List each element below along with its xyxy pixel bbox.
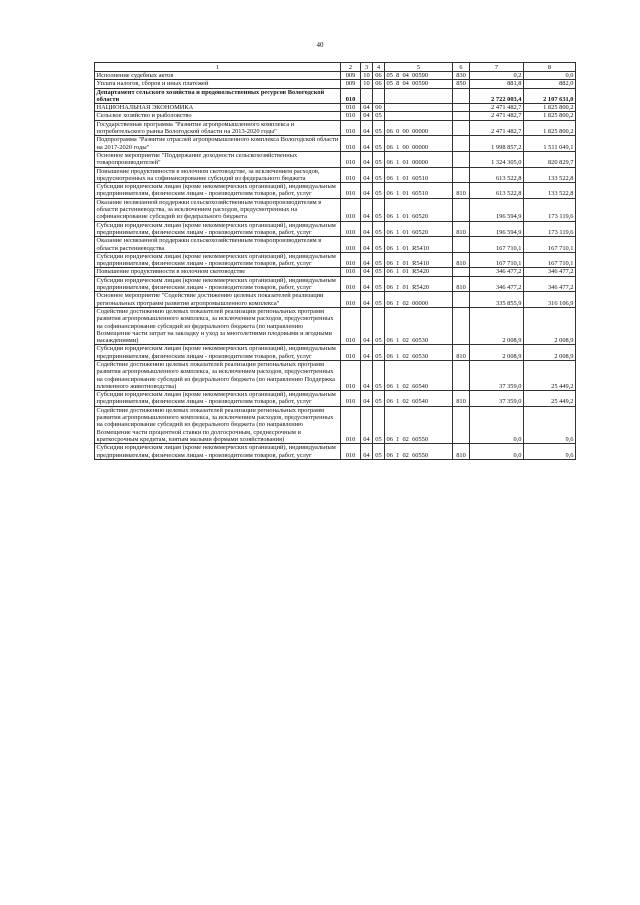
cell-section: 04 [361,151,373,167]
cell-target-article: 06 1 02 60550 [385,444,453,460]
cell-amount-2: 2 107 631,0 [524,88,576,104]
cell-target-article: 06 1 01 60520 [385,221,453,237]
cell-amount-1: 167 710,1 [470,252,524,268]
cell-target-article [385,88,453,104]
row-name: Оказание несвязанной поддержки сельскохозяйственным товаропроизводителям в области растениеводства, за исключением расходов, предусмотренных на софинансирование субсидий из федерального бюджета [95,198,341,221]
cell-gov: 010 [341,112,361,120]
cell-expense-type [453,360,470,390]
row-name: Содействие достижению целевых показателей реализации региональных программ развития агропромышленного комплекса, за исключением расходов, предусмотренных на софинансирование субсидий из федерального бюджета (по направлению Возмещение части процентной ставки по долгосрочным, среднесрочным и краткосрочным кредитам, взятым малыми формами хозяйствования) [95,406,341,443]
table-row [95,183,576,199]
cell-expense-type [453,104,470,112]
cell-gov: 010 [341,104,361,112]
cell-amount-1: 2 008,9 [470,345,524,361]
cell-gov: 010 [341,307,361,344]
cell-gov: 010 [341,391,361,407]
cell-amount-1: 346 477,2 [470,276,524,292]
cell-subsection: 05 [373,268,385,276]
cell-gov: 010 [341,136,361,152]
cell-expense-type: 810 [453,345,470,361]
cell-amount-2: 820 829,7 [524,151,576,167]
cell-amount-2: 167 710,1 [524,252,576,268]
row-name: Субсидии юридическим лицам (кроме некоммерческих организаций), индивидуальным предпринимателям, физическим лицам - производителям товаров, работ, услуг [95,345,341,361]
cell-subsection: 05 [373,360,385,390]
cell-target-article [385,104,453,112]
table-row [95,292,576,308]
cell-gov: 010 [341,198,361,221]
cell-expense-type [453,268,470,276]
table-row [95,345,576,361]
cell-target-article: 06 0 00 00000 [385,120,453,136]
cell-section: 04 [361,268,373,276]
table-row [95,88,576,104]
cell-expense-type [453,112,470,120]
cell-amount-2: 1 825 800,2 [524,112,576,120]
cell-amount-1: 0,0 [470,406,524,443]
cell-subsection: 05 [373,292,385,308]
cell-amount-2: 167 710,1 [524,237,576,253]
table-row [95,198,576,221]
cell-subsection: 05 [373,183,385,199]
cell-section: 04 [361,345,373,361]
cell-subsection: 05 [373,406,385,443]
row-name: Субсидии юридическим лицам (кроме некоммерческих организаций), индивидуальным предпринимателям, физическим лицам - производителям товаров, работ, услуг [95,183,341,199]
cell-gov: 010 [341,345,361,361]
cell-target-article: 06 1 01 00000 [385,151,453,167]
table-row [95,167,576,183]
cell-section: 04 [361,444,373,460]
table-row [95,151,576,167]
column-header: 3 [361,63,373,72]
cell-section: 04 [361,237,373,253]
cell-section: 04 [361,360,373,390]
cell-section: 10 [361,72,373,80]
cell-amount-1: 1 324 305,0 [470,151,524,167]
row-name: Исполнение судебных актов [95,72,341,80]
cell-gov: 010 [341,444,361,460]
cell-target-article: 06 1 01 60510 [385,167,453,183]
column-header: 1 [95,63,341,72]
table-row [95,120,576,136]
cell-target-article: 06 1 01 R5420 [385,268,453,276]
cell-gov: 010 [341,88,361,104]
row-name: Субсидии юридическим лицам (кроме некоммерческих организаций), индивидуальным предпринимателям, физическим лицам - производителям товаров, работ, услуг [95,221,341,237]
cell-expense-type [453,406,470,443]
cell-amount-2: 25 449,2 [524,360,576,390]
cell-amount-2: 173 119,6 [524,198,576,221]
table-row [95,72,576,80]
cell-expense-type [453,292,470,308]
table-row [95,104,576,112]
cell-amount-2: 316 106,9 [524,292,576,308]
cell-gov: 009 [341,72,361,80]
cell-section: 04 [361,167,373,183]
cell-subsection: 05 [373,276,385,292]
cell-subsection: 06 [373,80,385,88]
cell-expense-type: 810 [453,252,470,268]
cell-amount-2: 1 825 800,2 [524,120,576,136]
table-row [95,80,576,88]
row-name: Основное мероприятие "Содействие достижению целевых показателей реализации региональных программ развития агропромышленного комплекса" [95,292,341,308]
cell-expense-type: 850 [453,80,470,88]
row-name: Сельское хозяйство и рыболовство [95,112,341,120]
cell-amount-2: 346 477,2 [524,268,576,276]
cell-amount-1: 881,8 [470,80,524,88]
table-row [95,112,576,120]
column-header: 4 [373,63,385,72]
row-name: Основное мероприятие "Поддержание доходности сельскохозяйственных товаропроизводителей" [95,151,341,167]
cell-amount-1: 196 594,9 [470,198,524,221]
cell-section: 04 [361,221,373,237]
cell-expense-type: 810 [453,183,470,199]
cell-section: 04 [361,252,373,268]
table-row [95,252,576,268]
column-header: 7 [470,63,524,72]
cell-amount-1: 613 522,8 [470,167,524,183]
cell-amount-1: 2 722 003,4 [470,88,524,104]
cell-subsection: 00 [373,104,385,112]
cell-subsection: 05 [373,136,385,152]
cell-amount-1: 1 998 857,2 [470,136,524,152]
cell-amount-2: 2 008,9 [524,307,576,344]
cell-gov: 009 [341,80,361,88]
cell-amount-2: 133 522,8 [524,183,576,199]
cell-gov: 010 [341,276,361,292]
cell-expense-type [453,136,470,152]
cell-gov: 010 [341,120,361,136]
table-row [95,221,576,237]
cell-section: 04 [361,307,373,344]
table-row [95,276,576,292]
cell-section: 04 [361,112,373,120]
cell-amount-1: 2 471 482,7 [470,120,524,136]
cell-amount-1: 37 359,0 [470,360,524,390]
cell-expense-type [453,88,470,104]
table-row [95,406,576,443]
header-row [95,63,576,72]
cell-target-article: 06 1 02 60530 [385,307,453,344]
cell-gov: 010 [341,221,361,237]
cell-amount-1: 346 477,2 [470,268,524,276]
cell-section: 04 [361,183,373,199]
cell-expense-type: 830 [453,72,470,80]
row-name: Департамент сельского хозяйства и продовольственных ресурсов Вологодской области [95,88,341,104]
row-name: Субсидии юридическим лицам (кроме некоммерческих организаций), индивидуальным предпринимателям, физическим лицам - производителям товаров, работ, услуг [95,252,341,268]
cell-gov: 010 [341,167,361,183]
cell-subsection: 05 [373,221,385,237]
cell-subsection: 05 [373,167,385,183]
cell-gov: 010 [341,252,361,268]
table-row [95,307,576,344]
table-row [95,136,576,152]
cell-expense-type: 810 [453,221,470,237]
cell-amount-1: 335 855,9 [470,292,524,308]
cell-gov: 010 [341,292,361,308]
cell-target-article: 06 1 01 R5420 [385,276,453,292]
cell-gov: 010 [341,237,361,253]
cell-amount-1: 167 710,1 [470,237,524,253]
cell-subsection: 05 [373,120,385,136]
cell-target-article: 06 1 02 60540 [385,360,453,390]
cell-expense-type: 810 [453,391,470,407]
cell-section: 04 [361,120,373,136]
cell-amount-1: 2 008,9 [470,307,524,344]
cell-expense-type: 810 [453,444,470,460]
table-body [95,72,576,460]
cell-target-article: 05 8 04 00590 [385,72,453,80]
cell-section: 04 [361,104,373,112]
cell-gov: 010 [341,360,361,390]
cell-expense-type [453,167,470,183]
row-name: Содействие достижению целевых показателей реализации региональных программ развития агропромышленного комплекса, за исключением расходов, предусмотренных на софинансирование субсидий из федерального бюджета (по направлению Возмещение части затрат на закладку и уход за многолетними плодовыми и ягодными насаждениями) [95,307,341,344]
table-row [95,237,576,253]
cell-section: 04 [361,406,373,443]
row-name: Субсидии юридическим лицам (кроме некоммерческих организаций), индивидуальным предпринимателям, физическим лицам - производителям товаров, работ, услуг [95,276,341,292]
cell-section: 04 [361,198,373,221]
cell-subsection: 05 [373,237,385,253]
cell-target-article: 06 1 01 60520 [385,198,453,221]
column-header: 2 [341,63,361,72]
cell-target-article: 06 1 00 00000 [385,136,453,152]
cell-subsection: 05 [373,151,385,167]
column-header: 5 [385,63,453,72]
cell-amount-2: 2 008,9 [524,345,576,361]
cell-expense-type [453,198,470,221]
cell-subsection: 05 [373,444,385,460]
cell-section: 04 [361,391,373,407]
cell-amount-1: 37 359,0 [470,391,524,407]
cell-subsection: 05 [373,252,385,268]
cell-amount-2: 9,6 [524,444,576,460]
row-name: Субсидии юридическим лицам (кроме некоммерческих организаций), индивидуальным предпринимателям, физическим лицам - производителям товаров, работ, услуг [95,444,341,460]
cell-amount-2: 1 825 800,2 [524,104,576,112]
cell-amount-1: 613 522,8 [470,183,524,199]
cell-amount-2: 173 119,6 [524,221,576,237]
cell-amount-2: 882,0 [524,80,576,88]
cell-amount-2: 9,6 [524,406,576,443]
cell-gov: 010 [341,268,361,276]
budget-table [94,62,576,460]
cell-amount-2: 346 477,2 [524,276,576,292]
row-name: Государственная программа "Развитие агропромышленного комплекса и потребительского рынка Вологодской области на 2013-2020 годы" [95,120,341,136]
cell-subsection: 05 [373,345,385,361]
cell-section: 04 [361,292,373,308]
cell-amount-1: 0,2 [470,72,524,80]
page-number: 40 [316,41,324,49]
cell-target-article: 06 1 01 R5410 [385,252,453,268]
cell-section: 04 [361,276,373,292]
cell-gov: 010 [341,406,361,443]
cell-subsection: 05 [373,307,385,344]
cell-amount-2: 0,0 [524,72,576,80]
cell-subsection: 05 [373,112,385,120]
cell-amount-1: 2 471 482,7 [470,104,524,112]
table-row [95,268,576,276]
row-name: Субсидии юридическим лицам (кроме некоммерческих организаций), индивидуальным предпринимателям, физическим лицам - производителям товаров, работ, услуг [95,391,341,407]
cell-target-article: 06 1 01 R5410 [385,237,453,253]
cell-subsection: 05 [373,391,385,407]
cell-expense-type [453,307,470,344]
table-row [95,391,576,407]
row-name: Повышение продуктивности в молочном скотоводстве, за исключением расходов, предусмотренных на софинансирование субсидий из федерального бюджета [95,167,341,183]
row-name: Содействие достижению целевых показателей реализации региональных программ развития агропромышленного комплекса, за исключением расходов, предусмотренных на софинансирование субсидий из федерального бюджета (по направлению Поддержка племенного животноводства) [95,360,341,390]
row-name: Оказание несвязанной поддержки сельскохозяйственным товаропроизводителям в области растениеводства [95,237,341,253]
column-header: 8 [524,63,576,72]
cell-target-article: 06 1 02 60550 [385,406,453,443]
cell-expense-type [453,151,470,167]
cell-target-article: 05 8 04 00590 [385,80,453,88]
cell-amount-2: 25 449,2 [524,391,576,407]
cell-subsection: 06 [373,72,385,80]
cell-target-article [385,112,453,120]
row-name: Повышение продуктивности в молочном скотоводстве [95,268,341,276]
column-header: 6 [453,63,470,72]
cell-gov: 010 [341,183,361,199]
cell-gov: 010 [341,151,361,167]
row-name: Уплата налогов, сборов и иных платежей [95,80,341,88]
cell-amount-1: 2 471 482,7 [470,112,524,120]
table-row [95,360,576,390]
cell-section: 10 [361,80,373,88]
cell-amount-1: 196 594,9 [470,221,524,237]
cell-section [361,88,373,104]
cell-target-article: 06 1 01 60510 [385,183,453,199]
cell-expense-type [453,237,470,253]
cell-section: 04 [361,136,373,152]
row-name: НАЦИОНАЛЬНАЯ ЭКОНОМИКА [95,104,341,112]
cell-target-article: 06 1 02 00000 [385,292,453,308]
cell-target-article: 06 1 02 60530 [385,345,453,361]
cell-target-article: 06 1 02 60540 [385,391,453,407]
table-row [95,444,576,460]
cell-amount-1: 0,0 [470,444,524,460]
cell-amount-2: 1 511 049,1 [524,136,576,152]
cell-subsection: 05 [373,198,385,221]
row-name: Подпрограмма "Развитие отраслей агропромышленного комплекса Вологодской области на 2017-2020 годы" [95,136,341,152]
cell-expense-type [453,120,470,136]
cell-expense-type: 810 [453,276,470,292]
cell-amount-2: 133 522,8 [524,167,576,183]
cell-subsection [373,88,385,104]
